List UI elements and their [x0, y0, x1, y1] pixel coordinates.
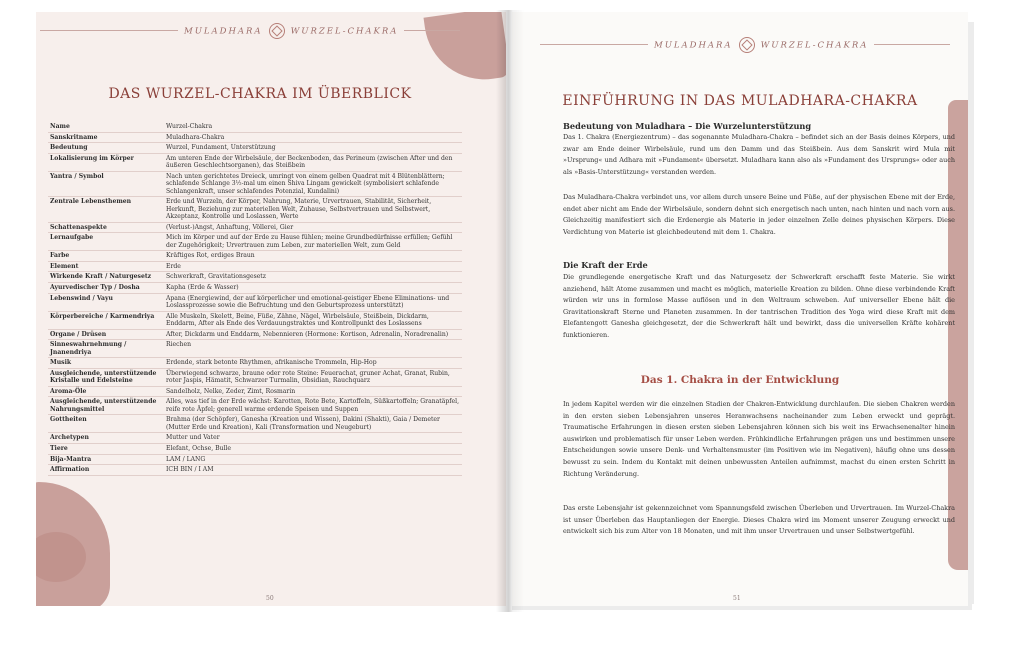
- row-value: Sandelholz, Nelke, Zeder, Zimt, Rosmarin: [164, 386, 462, 397]
- header-right-text: WURZEL-CHAKRA: [290, 26, 399, 37]
- row-value: Am unteren Ende der Wirbelsäule, der Beckenboden, das Perineum (zwischen After und den äußeren Geschlechtsorganen), das Steißbein: [164, 153, 462, 171]
- paragraph-first-year: Das erste Lebensjahr ist gekennzeichnet vom Spannungsfeld zwischen Überleben und Urvertrauen. Im Wurzel-Chakra ist unser Überleben das Hauptanliegen der Energie. Dieses Chakra wird im Moment unserer Zeugung erweckt und entwickelt sich bis zum Alter von 18 Monaten, und mit ihm unser Urvertrauen und unser Selbstwertgefühl.: [563, 504, 955, 536]
- row-value: Überwiegend schwarze, braune oder rote Steine: Feuerachat, gruner Achat, Granat, Rubin, roter Jaspis, Hämatit, Schwarzer Turmalin, Obsidian, Rauchquarz: [164, 368, 462, 386]
- right-page-title: EINFÜHRUNG IN DAS MULADHARA-CHAKRA: [562, 93, 918, 109]
- table-row: [48, 443, 462, 454]
- row-label: Wirkende Kraft / Naturgesetz: [48, 272, 164, 283]
- row-value: Erde und Wurzeln, der Körper, Nahrung, Materie, Urvertrauen, Stabilität, Sicherheit, Herkunft, Beziehung zur materiellen Welt, Zuhause, Selbstvertrauen und Selbstwert, Akzeptanz, Kontrolle und Loslassen, Werte: [164, 197, 462, 222]
- table-row: [48, 272, 462, 283]
- row-label: Organe / Drüsen: [48, 329, 164, 340]
- row-value: Alles, was tief in der Erde wächst: Karotten, Rote Bete, Kartoffeln, Süßkartoffeln; Granatäpfel, reife rote Äpfel; generell warme erdende Speisen und Suppen: [164, 397, 462, 415]
- row-label: Bedeutung: [48, 143, 164, 154]
- row-label: Körperbereiche / Karmendriya: [48, 311, 164, 329]
- paragraph-connection: Das Muladhara-Chakra verbindet uns, vor allem durch unsere Beine und Füße, auf der physischen Ebene mit der Erde, endet aber nicht am Ende der Wirbelsäule, sondern dehnt sich energetisch nach unten, nach hinten und nach vorn aus. Gleichzeitig manifestiert sich die Erdenergie als Materie in jeder einzelnen Zelle deines physischen Körpers. Diese Verdichtung von Materie ist gleichbedeutend mit dem 1. Chakra.: [563, 193, 955, 236]
- right-page-number: 51: [733, 595, 741, 602]
- left-page-number: 50: [266, 595, 274, 602]
- row-label: Aroma-Öle: [48, 386, 164, 397]
- table-row: [48, 197, 462, 222]
- paragraph-development: In jedem Kapitel werden wir die einzelnen Stadien der Chakren-Entwicklung durchlaufen. Die sieben Chakren werden in den ersten sieben Lebensjahren unseres Heranwachsens nacheinander zum Leben erweckt und geprägt. Traumatische Erfahrungen in diesen ersten sieben Lebensjahren können sich bis weit ins Erwachsenenalter hinein auswirken und problematisch für unser Leben werden. Frühkindliche Erfahrungen prägen uns und bestimmen unsere Entscheidungen sowie unsere Denk- und Verhaltensmuster (im Positiven wie im Negativen), häufig ohne uns dessen bewusst zu sein. Indem du Kontakt mit deinen unbewussten Anteilen aufnimmst, machst du einen ersten Schritt in Richtung Veränderung.: [563, 400, 955, 478]
- row-value: Schwerkraft, Gravitationsgesetz: [164, 272, 462, 283]
- header-left-text: MULADHARA: [654, 40, 733, 51]
- row-label: Element: [48, 261, 164, 272]
- row-value: Mich im Körper und auf der Erde zu Hause fühlen; meine Grundbedürfnisse erfüllen; Gefühl der Zugehörigkeit; Urvertrauen zum Leben, zur materiellen Welt, zum Geld: [164, 233, 462, 251]
- table-row: [48, 433, 462, 444]
- row-label: Lernaufgabe: [48, 233, 164, 251]
- row-label: Archetypen: [48, 433, 164, 444]
- row-value: Wurzel, Fundament, Unterstützung: [164, 143, 462, 154]
- row-label: Tiere: [48, 443, 164, 454]
- row-label: Zentrale Lebensthemen: [48, 197, 164, 222]
- row-value: Riechen: [164, 340, 462, 358]
- row-value: Brahma (der Schöpfer), Ganesha (Kreation und Wissen), Dakini (Shakti), Gaia / Demeter (Mutter Erde und Kreation), Kali (Transformation und Neugeburt): [164, 415, 462, 433]
- section-subtitle-development: Das 1. Chakra in der Entwicklung: [640, 374, 840, 386]
- header-right-text: WURZEL-CHAKRA: [760, 40, 869, 51]
- right-running-header: [648, 37, 874, 53]
- table-row: [48, 397, 462, 415]
- table-row: [48, 233, 462, 251]
- table-row: [48, 282, 462, 293]
- table-row: [48, 251, 462, 262]
- row-value: Kräftiges Rot, erdiges Braun: [164, 251, 462, 262]
- row-value: After, Dickdarm und Enddarm, Nebennieren (Hormone: Kortison, Adrenalin, Noradrenalin): [164, 329, 462, 340]
- row-label: Yantra / Symbol: [48, 171, 164, 196]
- table-row: [48, 261, 462, 272]
- table-row: [48, 329, 462, 340]
- row-label: Ayurvedischer Typ / Dosha: [48, 282, 164, 293]
- row-label: Name: [48, 122, 164, 132]
- book-spine-shadow: [496, 10, 524, 612]
- table-row: [48, 222, 462, 233]
- chakra-symbol-icon: [269, 23, 285, 39]
- table-row: [48, 415, 462, 433]
- row-label: Sanskritname: [48, 132, 164, 143]
- table-row: [48, 153, 462, 171]
- row-label: Musik: [48, 358, 164, 369]
- chakra-symbol-icon: [739, 37, 755, 53]
- overview-table: [48, 122, 462, 476]
- row-label: Sinneswahrnehmung / Jnanendriya: [48, 340, 164, 358]
- table-row: [48, 132, 462, 143]
- row-label: Affirmation: [48, 465, 164, 476]
- watercolor-stain-top-right: [424, 12, 506, 87]
- row-label: Lebenswind / Vayu: [48, 293, 164, 311]
- table-row: [48, 143, 462, 154]
- table-row: [48, 122, 462, 132]
- row-value: LAM / LANG: [164, 454, 462, 465]
- row-value: Kapha (Erde & Wasser): [164, 282, 462, 293]
- section-heading-meaning: Bedeutung von Muladhara – Die Wurzelunterstützung: [563, 121, 812, 131]
- left-running-header: [178, 23, 404, 39]
- row-label: Schattenaspekte: [48, 222, 164, 233]
- row-value: Mutter und Vater: [164, 433, 462, 444]
- row-label: Gottheiten: [48, 415, 164, 433]
- paragraph-meaning: Das 1. Chakra (Energiezentrum) – das sogenannte Muladhara-Chakra – befindet sich an der Basis deines Körpers, und zwar am Ende deiner Wirbelsäule, rund um den Damm und das Steißbein. Aus dem Sanskrit wird Mula mit »Ursprung« und Adhara mit »Fundament« übersetzt. Muladhara kann also als »Fundament des Ursprungs« oder auch als »Basis-Unterstützung« verstanden werden.: [563, 133, 955, 176]
- table-row: [48, 340, 462, 358]
- row-value: Elefant, Ochse, Bulle: [164, 443, 462, 454]
- row-value: ICH BIN / I AM: [164, 465, 462, 476]
- table-row: [48, 368, 462, 386]
- row-label: Ausgleichende, unterstützende Nahrungsmittel: [48, 397, 164, 415]
- row-value: Apana (Energiewind, der auf körperlicher und emotional-geistiger Ebene Eliminations- und Loslassprozesse sowie die Befruchtung und den Geburtsprozess unterstützt): [164, 293, 462, 311]
- table-row: [48, 293, 462, 311]
- row-label: Farbe: [48, 251, 164, 262]
- row-value: Nach unten gerichtetes Dreieck, umringt von einem gelben Quadrat mit 4 Blütenblättern; schlafende Schlange 3½-mal um einen Shiva Lingam gewickelt (symbolisiert schlafende Schlangenkraft, unser schlafendes Potenzial, Kundalini): [164, 171, 462, 196]
- table-row: [48, 358, 462, 369]
- table-row: [48, 454, 462, 465]
- row-value: Alle Muskeln, Skelett, Beine, Füße, Zähne, Nägel, Wirbelsäule, Steißbein, Dickdarm, Enddarm, After als Ende des Verdauungstraktes und Kontrollpunkt des Loslassens: [164, 311, 462, 329]
- table-row: [48, 311, 462, 329]
- row-value: (Verlust-)Angst, Anhaftung, Völlerei, Gier: [164, 222, 462, 233]
- paragraph-earth-force: Die grundlegende energetische Kraft und das Naturgesetz der Schwerkraft erschafft feste Materie. Sie wirkt anziehend, hält Atome zusammen und macht es möglich, materielle Kreation zu bilden. Ohne diese verbindende Kraft würden wir uns in formlose Masse auflösen und in den Weltraum schweben. Auf universeller Ebene hält die Gravitationskraft Sterne und Planeten zusammen. In der tantrischen Tradition des Yoga wird diese Kraft mit dem Elefantengott Ganesha gleichgesetzt, der die Schwerkraft hält und bewirkt, dass die universellen Kräfte kohärent funktionieren.: [563, 273, 955, 339]
- row-value: Erdende, stark betonte Rhythmen, afrikanische Trommeln, Hip-Hop: [164, 358, 462, 369]
- section-heading-earth-force: Die Kraft der Erde: [563, 260, 648, 270]
- row-value: Muladhara-Chakra: [164, 132, 462, 143]
- header-left-text: MULADHARA: [184, 26, 263, 37]
- table-row: [48, 386, 462, 397]
- row-label: Lokalisierung im Körper: [48, 153, 164, 171]
- row-label: Ausgleichende, unterstützende Kristalle und Edelsteine: [48, 368, 164, 386]
- row-value: Erde: [164, 261, 462, 272]
- table-row: [48, 465, 462, 476]
- row-label: Bija-Mantra: [48, 454, 164, 465]
- table-row: [48, 171, 462, 196]
- left-page-title: DAS WURZEL-CHAKRA IM ÜBERBLICK: [108, 86, 412, 102]
- row-value: Wurzel-Chakra: [164, 122, 462, 132]
